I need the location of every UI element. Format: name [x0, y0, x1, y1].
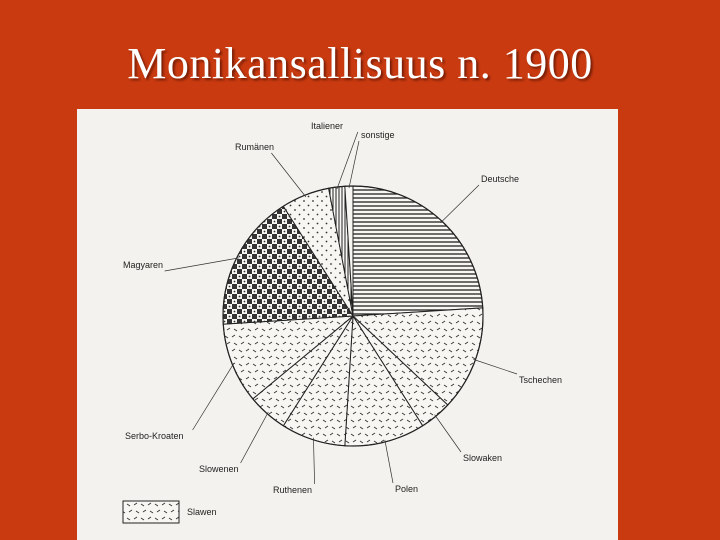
leader-line [435, 415, 461, 452]
leader-line [193, 363, 234, 430]
pie-slice-deutsche [353, 186, 483, 316]
slice-label: Tschechen [519, 375, 563, 385]
leader-line [473, 359, 517, 374]
slide-title: Monikansallisuus n. 1900 [127, 39, 593, 88]
legend-swatch [123, 501, 179, 523]
slice-label: Slowaken [463, 453, 503, 463]
slice-label: Rumänen [235, 142, 275, 152]
leader-line [271, 153, 305, 197]
leader-line [385, 440, 393, 483]
legend-label: Slawen [187, 507, 217, 517]
pie-chart [77, 109, 618, 540]
leader-line [441, 185, 479, 223]
leader-line [313, 438, 314, 484]
slice-label: sonstige [361, 130, 395, 140]
leader-line [349, 141, 359, 188]
slice-label: Italiener [311, 121, 344, 131]
slice-label: Serbo-Kroaten [125, 431, 184, 441]
leader-line [165, 258, 239, 271]
slice-label: Polen [395, 484, 419, 494]
slice-label: Ruthenen [273, 485, 313, 495]
leader-line [241, 412, 269, 463]
slice-label: Deutsche [481, 174, 520, 184]
slice-label: Slowenen [199, 464, 239, 474]
pie-slices [223, 186, 483, 446]
slice-label: Magyaren [123, 260, 164, 270]
legend [123, 501, 217, 523]
pie-chart-scan [77, 109, 618, 540]
